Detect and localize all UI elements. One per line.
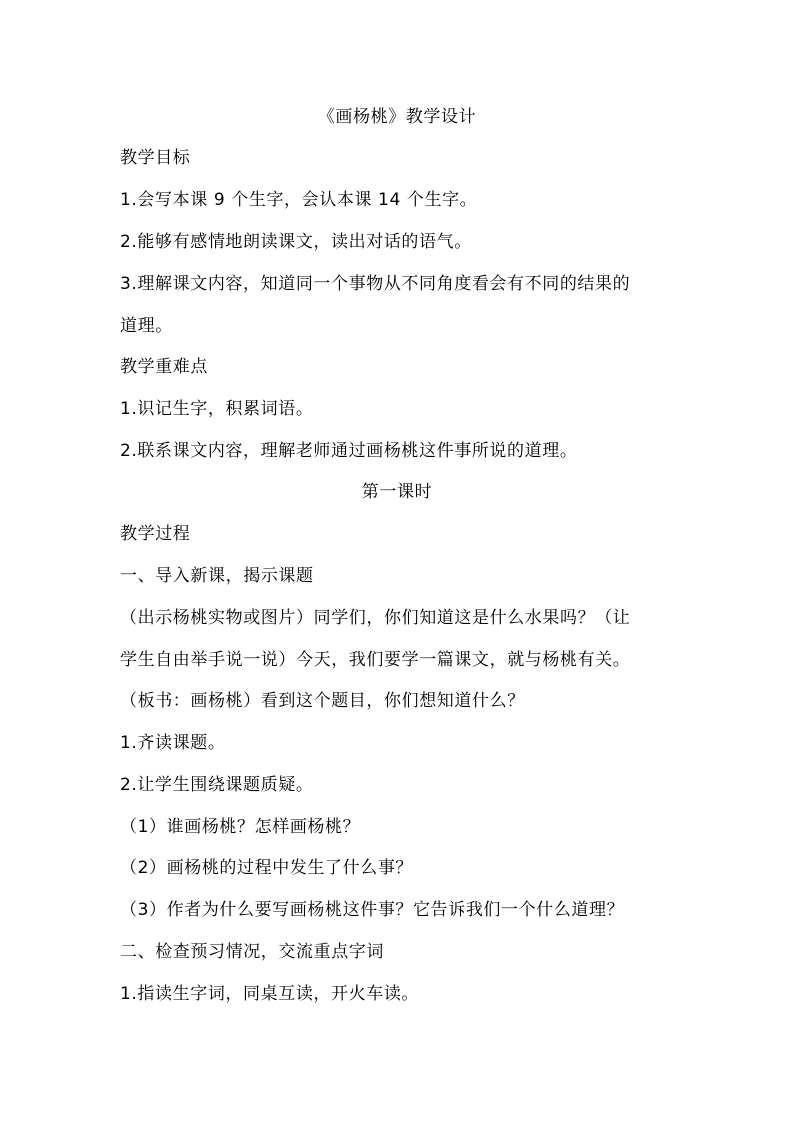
paragraph-line: （板书：画杨桃）看到这个题目，你们想知道什么？ [120, 691, 525, 711]
objective-3-continued: 道理。 [120, 316, 173, 336]
section-heading-process: 教学过程 [120, 524, 191, 544]
list-item: 1.齐读课题。 [120, 733, 226, 753]
step-heading-2: 二、检查预习情况，交流重点字词 [120, 942, 384, 962]
key-point-2: 2.联系课文内容，理解老师通过画杨桃这件事所说的道理。 [120, 441, 578, 461]
key-point-1: 1.识记生字，积累词语。 [120, 399, 314, 419]
step-heading-1: 一、导入新课，揭示课题 [120, 566, 314, 586]
objective-2: 2.能够有感情地朗读课文，读出对话的语气。 [120, 232, 472, 252]
objective-1: 1.会写本课 9 个生字，会认本课 14 个生字。 [120, 190, 478, 210]
list-item: 1.指读生字词，同桌互读，开火车读。 [120, 984, 420, 1004]
document-title: 《画杨桃》教学设计 [317, 107, 477, 127]
paragraph-line: 学生自由举手说一说）今天，我们要学一篇课文，就与杨桃有关。 [120, 650, 631, 670]
list-item: 2.让学生围绕课题质疑。 [120, 775, 314, 795]
sub-list-item: （1）谁画杨桃？怎样画杨桃？ [120, 817, 361, 837]
sub-list-item: （3）作者为什么要写画杨桃这件事？它告诉我们一个什么道理？ [120, 900, 625, 920]
lesson-period-heading: 第一课时 [361, 482, 433, 502]
section-heading-objectives: 教学目标 [120, 148, 191, 168]
paragraph-line: （出示杨桃实物或图片）同学们，你们知道这是什么水果吗？（让 [120, 608, 631, 628]
objective-3: 3.理解课文内容，知道同一个事物从不同角度看会有不同的结果的 [120, 274, 631, 294]
section-heading-key-points: 教学重难点 [120, 357, 208, 377]
sub-list-item: （2）画杨桃的过程中发生了什么事？ [120, 858, 414, 878]
